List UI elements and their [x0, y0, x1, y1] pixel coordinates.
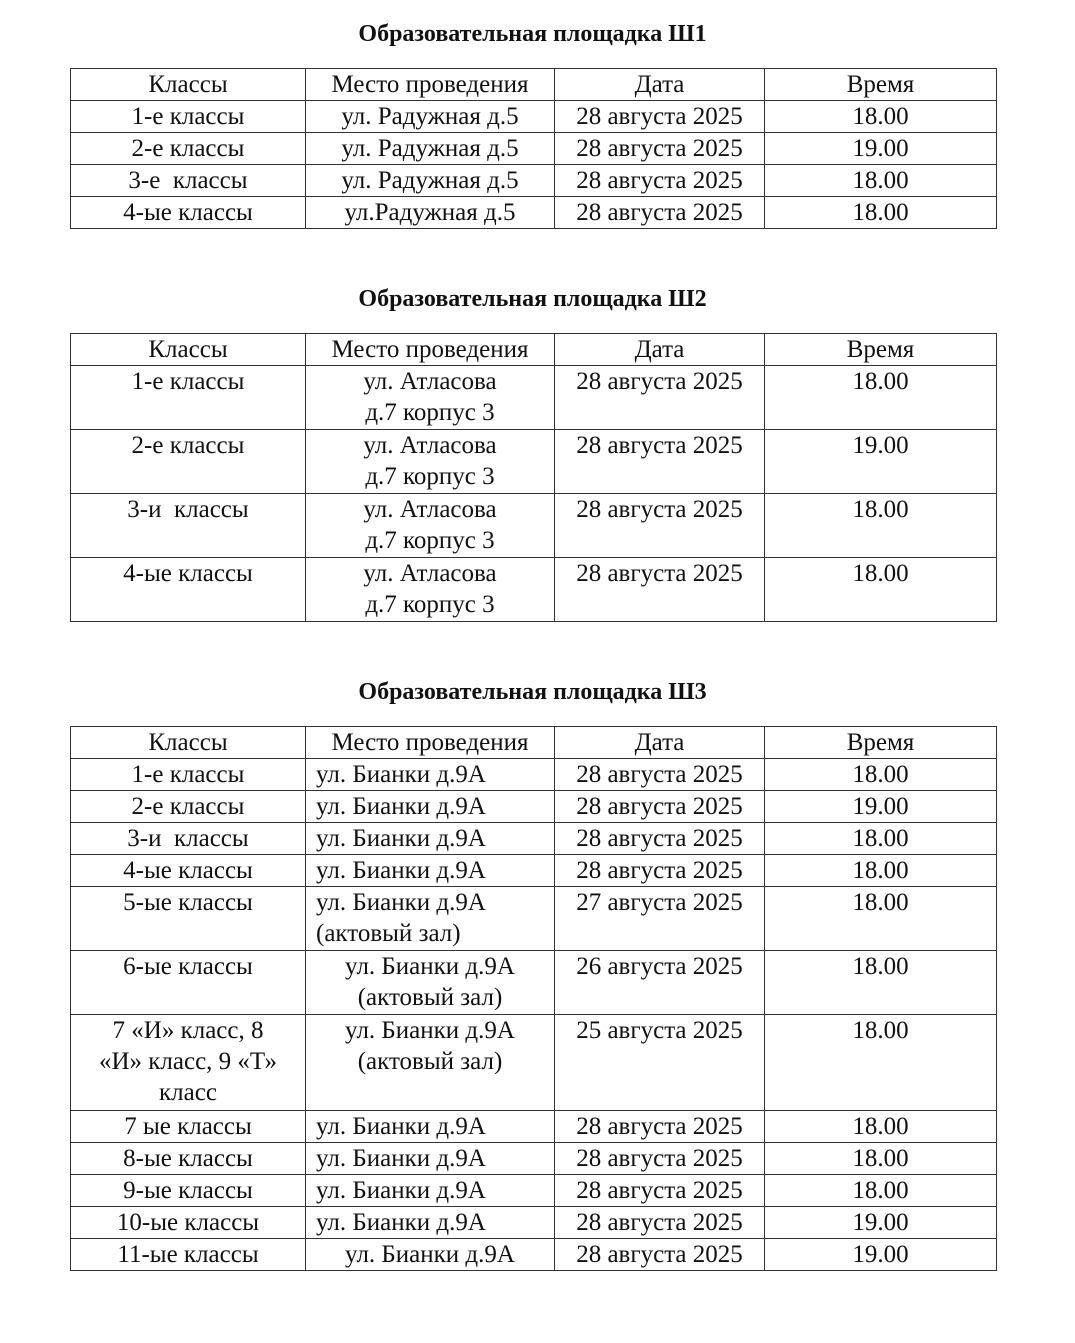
header-classes: Классы	[71, 727, 306, 759]
cell-date: 28 августа 2025	[555, 494, 765, 558]
cell-date: 28 августа 2025	[555, 558, 765, 622]
cell-time: 18.00	[765, 1015, 997, 1111]
table-row	[71, 494, 997, 558]
cell-date: 28 августа 2025	[555, 165, 765, 197]
cell-time: 19.00	[765, 430, 997, 494]
table-row	[71, 197, 997, 229]
table-row	[71, 1143, 997, 1175]
cell-date: 28 августа 2025	[555, 1207, 765, 1239]
cell-place: ул. Атласова д.7 корпус 3	[306, 430, 555, 494]
cell-date: 28 августа 2025	[555, 1111, 765, 1143]
cell-place: ул. Бианки д.9А	[306, 1175, 555, 1207]
cell-classes: 3-е классы	[71, 165, 306, 197]
cell-classes: 2-е классы	[71, 430, 306, 494]
cell-date: 28 августа 2025	[555, 823, 765, 855]
cell-date: 27 августа 2025	[555, 887, 765, 951]
schedule-table-sh1	[70, 68, 997, 229]
table-row	[71, 855, 997, 887]
section-title-sh3: Образовательная площадка Ш3	[358, 679, 707, 705]
header-time: Время	[765, 727, 997, 759]
table-row	[71, 1015, 997, 1111]
cell-time: 18.00	[765, 1111, 997, 1143]
cell-classes: 3-и классы	[71, 823, 306, 855]
cell-classes: 7 «И» класс, 8 «И» класс, 9 «Т» класс	[71, 1015, 306, 1111]
cell-time: 18.00	[765, 101, 997, 133]
cell-time: 18.00	[765, 494, 997, 558]
cell-place: ул.Радужная д.5	[306, 197, 555, 229]
cell-place: ул. Бианки д.9А	[306, 1143, 555, 1175]
header-place: Место проведения	[306, 69, 555, 101]
cell-classes: 6-ые классы	[71, 951, 306, 1015]
table-row	[71, 759, 997, 791]
cell-classes: 9-ые классы	[71, 1175, 306, 1207]
header-time: Время	[765, 334, 997, 366]
cell-classes: 5-ые классы	[71, 887, 306, 951]
cell-place: ул. Бианки д.9А	[306, 1239, 555, 1271]
cell-time: 18.00	[765, 197, 997, 229]
cell-place: ул. Бианки д.9А	[306, 791, 555, 823]
cell-time: 18.00	[765, 855, 997, 887]
cell-date: 28 августа 2025	[555, 1175, 765, 1207]
cell-date: 28 августа 2025	[555, 133, 765, 165]
cell-date: 25 августа 2025	[555, 1015, 765, 1111]
cell-time: 19.00	[765, 1207, 997, 1239]
cell-time: 19.00	[765, 1239, 997, 1271]
cell-place: ул. Бианки д.9А	[306, 855, 555, 887]
cell-place: ул. Радужная д.5	[306, 101, 555, 133]
cell-time: 18.00	[765, 823, 997, 855]
cell-classes: 4-ые классы	[71, 197, 306, 229]
cell-time: 19.00	[765, 791, 997, 823]
table-header-row	[71, 334, 997, 366]
table-row	[71, 1207, 997, 1239]
table-row	[71, 133, 997, 165]
cell-time: 18.00	[765, 759, 997, 791]
cell-place: ул. Атласова д.7 корпус 3	[306, 558, 555, 622]
cell-time: 18.00	[765, 1175, 997, 1207]
cell-place: ул. Бианки д.9А (актовый зал)	[306, 1015, 555, 1111]
table-row	[71, 165, 997, 197]
table-row	[71, 430, 997, 494]
cell-classes: 1-е классы	[71, 101, 306, 133]
table-row	[71, 887, 997, 951]
cell-date: 28 августа 2025	[555, 791, 765, 823]
cell-time: 18.00	[765, 165, 997, 197]
cell-place: ул. Бианки д.9А	[306, 1207, 555, 1239]
cell-place: ул. Бианки д.9А (актовый зал)	[306, 887, 555, 951]
cell-date: 28 августа 2025	[555, 366, 765, 430]
cell-classes: 1-е классы	[71, 759, 306, 791]
cell-date: 28 августа 2025	[555, 1239, 765, 1271]
cell-classes: 2-е классы	[71, 133, 306, 165]
cell-classes: 4-ые классы	[71, 855, 306, 887]
cell-place: ул. Бианки д.9А (актовый зал)	[306, 951, 555, 1015]
cell-time: 18.00	[765, 887, 997, 951]
table-row	[71, 951, 997, 1015]
section-title-sh2: Образовательная площадка Ш2	[358, 286, 707, 312]
header-place: Место проведения	[306, 334, 555, 366]
cell-date: 28 августа 2025	[555, 855, 765, 887]
schedule-table-sh3	[70, 726, 997, 1271]
header-date: Дата	[555, 69, 765, 101]
table-row	[71, 1239, 997, 1271]
cell-time: 18.00	[765, 951, 997, 1015]
cell-place: ул. Бианки д.9А	[306, 1111, 555, 1143]
table-row	[71, 1111, 997, 1143]
cell-place: ул. Атласова д.7 корпус 3	[306, 366, 555, 430]
header-time: Время	[765, 69, 997, 101]
cell-date: 28 августа 2025	[555, 101, 765, 133]
cell-time: 18.00	[765, 558, 997, 622]
cell-date: 26 августа 2025	[555, 951, 765, 1015]
cell-place: ул. Радужная д.5	[306, 133, 555, 165]
cell-time: 18.00	[765, 1143, 997, 1175]
table-row	[71, 791, 997, 823]
header-place: Место проведения	[306, 727, 555, 759]
cell-place: ул. Атласова д.7 корпус 3	[306, 494, 555, 558]
section-title-sh1: Образовательная площадка Ш1	[358, 21, 707, 47]
cell-date: 28 августа 2025	[555, 1143, 765, 1175]
cell-classes: 11-ые классы	[71, 1239, 306, 1271]
cell-place: ул. Радужная д.5	[306, 165, 555, 197]
cell-classes: 3-и классы	[71, 494, 306, 558]
header-date: Дата	[555, 334, 765, 366]
cell-place: ул. Бианки д.9А	[306, 823, 555, 855]
table-row	[71, 101, 997, 133]
cell-classes: 10-ые классы	[71, 1207, 306, 1239]
table-row	[71, 366, 997, 430]
cell-date: 28 августа 2025	[555, 430, 765, 494]
cell-time: 18.00	[765, 366, 997, 430]
table-row	[71, 823, 997, 855]
cell-classes: 2-е классы	[71, 791, 306, 823]
table-header-row	[71, 727, 997, 759]
header-classes: Классы	[71, 69, 306, 101]
cell-classes: 4-ые классы	[71, 558, 306, 622]
table-header-row	[71, 69, 997, 101]
table-row	[71, 558, 997, 622]
table-row	[71, 1175, 997, 1207]
cell-date: 28 августа 2025	[555, 759, 765, 791]
cell-classes: 1-е классы	[71, 366, 306, 430]
header-date: Дата	[555, 727, 765, 759]
cell-place: ул. Бианки д.9А	[306, 759, 555, 791]
cell-time: 19.00	[765, 133, 997, 165]
schedule-table-sh2	[70, 333, 997, 622]
header-classes: Классы	[71, 334, 306, 366]
cell-classes: 7 ые классы	[71, 1111, 306, 1143]
cell-classes: 8-ые классы	[71, 1143, 306, 1175]
cell-date: 28 августа 2025	[555, 197, 765, 229]
